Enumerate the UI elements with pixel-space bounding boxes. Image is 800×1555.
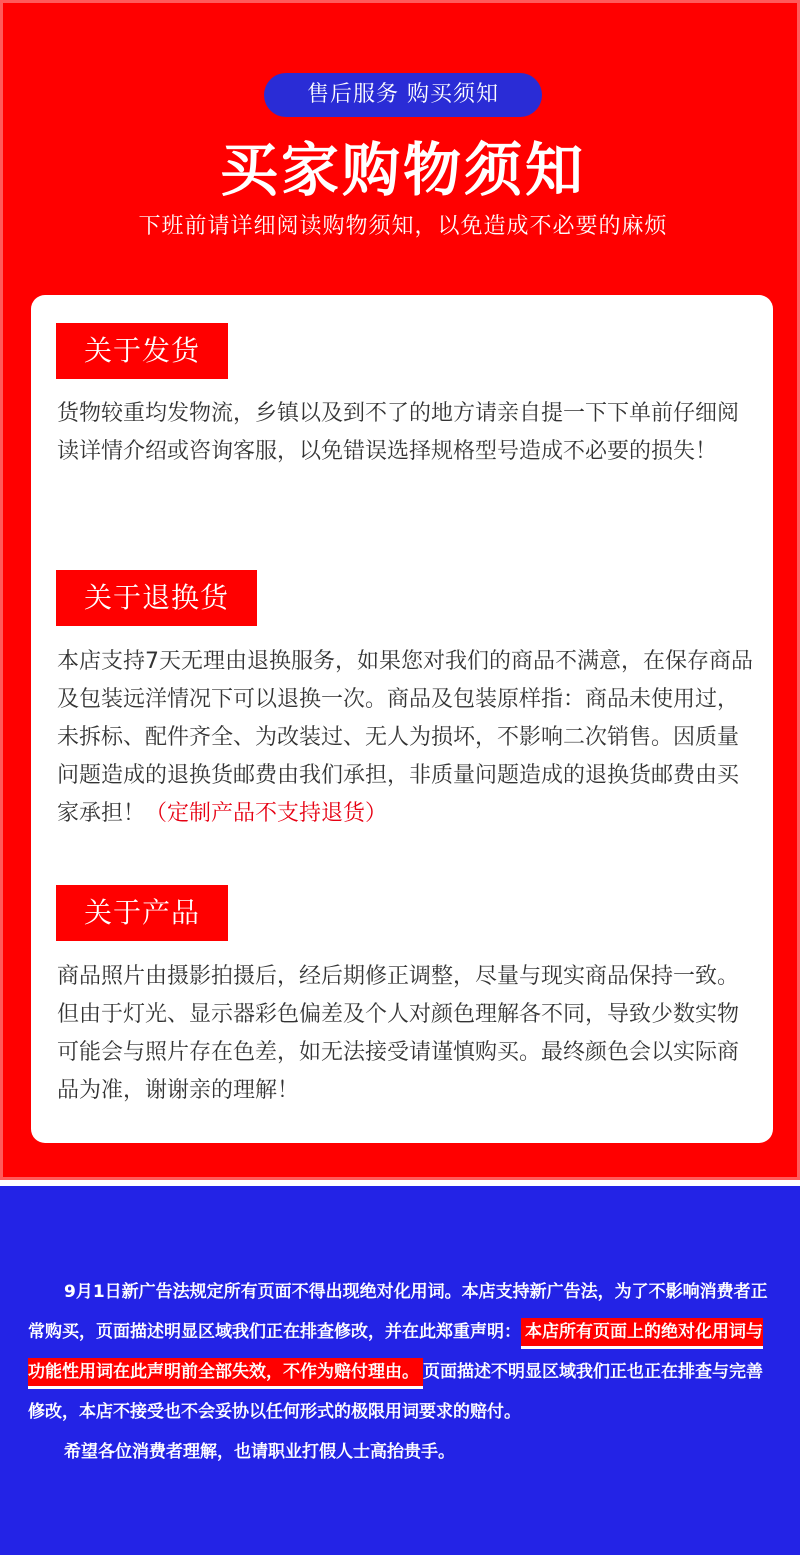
returns-text: 本店支持7天无理由退换服务，如果您对我们的商品不满意，在保存商品及包装远洋情况下可以退换一次。商品及包装原样指：商品未使用过，未拆标、配件齐全、为改装过、无人为损坏，不影响二次销售。因质量问题造成的退换货邮费由我们承担，非质量问题造成的退换货邮费由买家承担！ <box>57 649 753 826</box>
section-body-product: 商品照片由摄影拍摄后，经后期修正调整，尽量与现实商品保持一致。但由于灯光、显示器彩色偏差及个人对颜色理解各不同，导致少数实物可能会与照片存在色差，如无法接受请谨慎购买。最终颜色会以实际商品为准，谢谢亲的理解！ <box>57 964 740 1103</box>
section-heading-shipping: 关于发货 <box>56 323 228 379</box>
notice-text-after: 页面描述不明显区域我们正也正在排查与完善修改，本店不接受也不会妥协以任何形式的极限用词要求的赔付。 <box>28 1362 763 1422</box>
notice-paragraph-2 <box>28 1432 772 1472</box>
notice-closing-text: 希望各位消费者理解，也请职业打假人士高抬贵手。 <box>64 1442 455 1462</box>
ad-law-notice-panel <box>0 1186 800 1555</box>
notice-card <box>31 295 773 1143</box>
ad-law-notice <box>28 1272 772 1472</box>
section-heading-product: 关于产品 <box>56 885 228 941</box>
section-body-returns <box>57 643 757 833</box>
section-heading-returns: 关于退换货 <box>56 570 257 626</box>
notice-highlight: 本店所有页面上的绝对化用词与功能性用词在此声明前全部失效，不作为赔付理由。 <box>28 1318 763 1389</box>
notice-text-before: 9月1日新广告法规定所有页面不得出现绝对化用词。本店支持新广告法，为了不影响消费者正常购买，页面描述明显区域我们正在排查修改，并在此郑重声明： <box>28 1282 768 1342</box>
notice-paragraph-1 <box>28 1272 772 1432</box>
page-subtitle: 下班前请详细阅读购物须知，以免造成不必要的麻烦 <box>138 214 668 239</box>
section-body-shipping: 货物较重均发物流，乡镇以及到不了的地方请亲自提一下下单前仔细阅读详情介绍或咨询客服，以免错误选择规格型号造成不必要的损失！ <box>57 401 740 464</box>
page-title: 买家购物须知 <box>219 136 586 204</box>
service-pill-label: 售后服务 购买须知 <box>264 73 542 117</box>
custom-product-warning: （定制产品不支持退货） <box>145 801 388 826</box>
